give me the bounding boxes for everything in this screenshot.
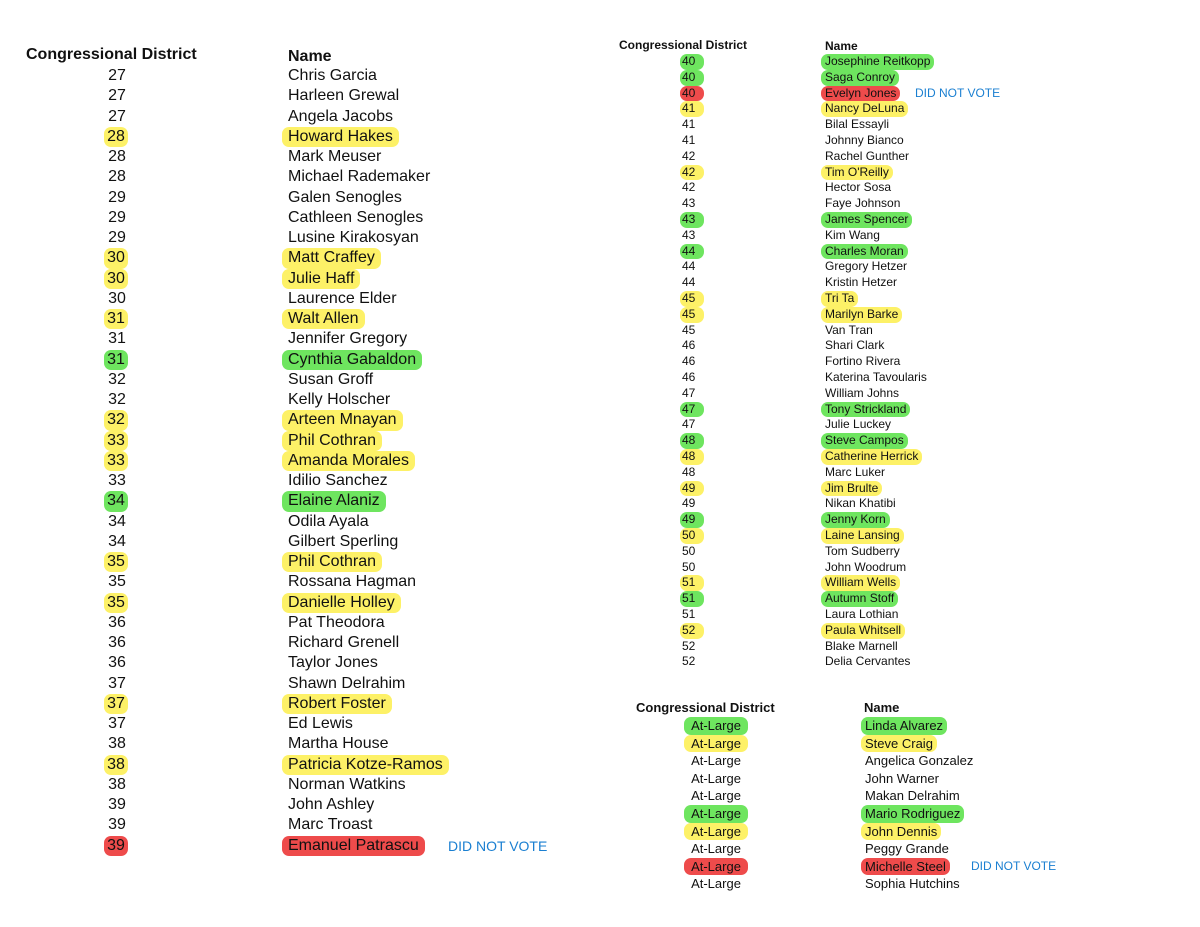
table-row [600,858,1200,876]
table-row [600,244,1200,260]
district-cell: At-Large [684,805,748,823]
district-cell: 46 [682,338,696,353]
district-cell: 48 [680,433,704,449]
name-cell: Martha House [288,735,389,753]
name-cell: Julie Luckey [825,417,892,432]
district-cell: At-Large [691,788,741,804]
district-cell: 47 [682,417,696,432]
district-cell: 41 [680,101,704,117]
table-row [0,289,600,309]
district-cell: 39 [104,836,128,856]
district-cell: 51 [682,607,696,621]
name-cell: Norman Watkins [288,775,406,793]
name-cell: Catherine Herrick [821,449,922,465]
district-cell: 43 [682,227,696,242]
district-table-40-52 [600,0,1200,700]
district-cell: At-Large [691,876,741,892]
district-cell: 43 [682,196,696,211]
name-cell: Kelly Holscher [288,391,391,408]
name-cell: John Ashley [288,796,375,813]
name-cell: Evelyn Jones [821,86,900,102]
table-row [600,560,1200,576]
table-row [600,370,1200,386]
table-row [600,228,1200,244]
district-cell: 49 [680,481,704,497]
district-cell: 30 [104,269,128,289]
did-not-vote-note: DID NOT VOTE [448,837,548,854]
district-cell: 37 [108,674,126,692]
district-cell: 30 [104,248,128,268]
name-cell: Patricia Kotze-Ramos [282,755,449,775]
table-row [0,775,600,795]
table-row [0,451,600,471]
table-row [600,840,1200,858]
district-cell: 41 [682,133,696,147]
name-cell: Blake Marnell [825,638,898,653]
name-cell: Marc Troast [288,816,373,834]
name-cell: Mario Rodriguez [861,805,964,823]
district-cell: 33 [104,431,128,451]
table-row [600,481,1200,497]
did-not-vote-note: DID NOT VOTE [915,85,1001,100]
table-row [600,402,1200,418]
district-cell: At-Large [691,841,741,857]
table-row [0,410,600,430]
table-row [0,471,600,491]
name-cell: Jennifer Gregory [288,330,408,348]
name-cell: Chris Garcia [288,67,377,84]
table-row [0,755,600,775]
name-cell: Steve Craig [861,735,937,753]
table-row [600,417,1200,433]
table-row [600,70,1200,86]
district-cell: 30 [108,289,126,307]
name-cell: Marc Luker [825,464,886,479]
name-cell: John Woodrum [825,559,907,574]
table-row [600,180,1200,196]
name-cell: Taylor Jones [288,654,378,672]
district-cell: At-Large [684,858,748,876]
district-cell: 47 [682,385,696,400]
district-cell: 33 [108,472,126,489]
name-cell: Tony Strickland [821,402,910,418]
district-cell: 49 [680,512,704,528]
name-cell: Michael Rademaker [288,168,431,186]
name-cell: Van Tran [825,322,873,337]
district-cell: 33 [104,451,128,471]
table-row [600,165,1200,181]
district-cell: 51 [680,575,704,591]
header-name: Name [288,48,332,65]
header-name: Name [864,700,900,715]
table-row [600,149,1200,165]
district-cell: 32 [108,370,126,388]
table-row [0,532,600,552]
name-cell: Josephine Reitkopp [821,54,934,70]
name-cell: Delia Cervantes [825,654,911,669]
table-row [0,734,600,754]
district-cell: 35 [104,552,128,572]
name-cell: Julie Haff [282,269,360,289]
district-cell: 46 [682,354,696,369]
district-cell: 27 [108,87,126,105]
table-row [0,269,600,289]
table-row [0,694,600,714]
district-cell: At-Large [684,823,748,841]
name-cell: Lusine Kirakosyan [288,229,419,246]
name-cell: Amanda Morales [282,451,415,471]
table-row [0,653,600,673]
district-cell: 35 [104,593,128,613]
name-cell: Idilio Sanchez [288,472,388,489]
table-row [0,309,600,329]
name-cell: Phil Cothran [282,431,382,451]
table-row [0,86,600,106]
table-row [600,752,1200,770]
at-large-table [600,690,1200,927]
district-cell: 35 [108,573,126,591]
district-cell: 37 [108,715,126,732]
table-row [0,329,600,349]
name-cell: Howard Hakes [282,127,399,147]
table-row [0,248,600,268]
district-cell: 39 [108,816,126,834]
name-cell: Phil Cothran [282,552,382,572]
name-cell: Richard Grenell [288,634,400,651]
table-row [0,350,600,370]
table-row [600,639,1200,655]
table-row [600,291,1200,307]
district-cell: 42 [682,180,696,195]
name-cell: Ed Lewis [288,715,353,732]
table-row [600,607,1200,623]
table-row [600,86,1200,102]
table-row [600,575,1200,591]
table-row [600,54,1200,70]
district-cell: 43 [680,212,704,228]
district-cell: 50 [680,528,704,544]
table-row [600,354,1200,370]
district-cell: 42 [680,165,704,181]
table-row [600,623,1200,639]
table-row [600,591,1200,607]
name-cell: Makan Delrahim [865,788,960,804]
district-cell: 50 [682,559,696,574]
name-cell: Mark Meuser [288,148,382,165]
table-row [0,147,600,167]
name-cell: Laine Lansing [821,528,904,544]
table-row [0,167,600,187]
name-cell: William Wells [821,575,900,591]
name-cell: Fortino Rivera [825,354,901,369]
name-cell: Linda Alvarez [861,717,947,735]
table-row [600,275,1200,291]
name-cell: Cynthia Gabaldon [282,350,422,370]
name-cell: Odila Ayala [288,512,369,530]
district-cell: 42 [682,148,696,163]
district-cell: 28 [108,148,126,165]
name-cell: Faye Johnson [825,196,901,211]
name-cell: Bilal Essayli [825,117,890,132]
name-cell: Peggy Grande [865,841,949,857]
name-cell: Shari Clark [825,338,885,353]
name-cell: William Johns [825,385,900,400]
name-cell: Charles Moran [821,244,908,260]
district-cell: 31 [104,350,128,370]
district-cell: 31 [108,330,126,348]
district-cell: 40 [680,86,704,102]
table-row [0,66,600,86]
table-row [600,528,1200,544]
name-cell: Tim O'Reilly [821,165,893,181]
name-cell: Kim Wang [825,227,880,242]
district-cell: At-Large [691,770,741,786]
name-cell: Susan Groff [288,370,374,388]
district-cell: 27 [108,107,126,125]
table-row [0,836,600,856]
district-cell: 29 [108,188,126,206]
name-cell: Walt Allen [282,309,365,329]
district-cell: 48 [682,464,696,479]
name-cell: Autumn Stoff [821,591,898,607]
name-cell: Laurence Elder [288,289,397,307]
name-cell: Hector Sosa [825,180,892,195]
district-cell: At-Large [684,735,748,753]
table-row [0,552,600,572]
district-cell: 51 [680,591,704,607]
name-cell: John Warner [865,770,939,786]
name-cell: Steve Campos [821,433,908,449]
name-cell: Elaine Alaniz [282,491,386,511]
header-name: Name [825,39,858,53]
header-congressional-district: Congressional District [26,46,197,63]
name-cell: Katerina Tavoularis [825,370,927,384]
name-cell: James Spencer [821,212,912,228]
table-row [600,196,1200,212]
name-cell: Tom Sudberry [825,543,900,558]
name-cell: John Dennis [861,823,941,841]
table-row [600,449,1200,465]
district-cell: 44 [680,244,704,260]
name-cell: Saga Conroy [821,70,899,86]
table-row [0,674,600,694]
district-cell: 41 [682,117,696,132]
district-cell: 31 [104,309,128,329]
district-cell: 52 [682,638,696,653]
name-cell: Arteen Mnayan [282,410,403,430]
table-row [0,633,600,653]
name-cell: Harleen Grewal [288,87,400,105]
name-cell: Cathleen Senogles [288,208,424,226]
district-cell: 34 [108,512,126,530]
name-cell: Robert Foster [282,694,392,714]
table-row [600,654,1200,670]
table-row [600,433,1200,449]
district-cell: 40 [680,54,704,70]
district-cell: 47 [680,402,704,418]
table-row [0,107,600,127]
name-cell: Galen Senogles [288,188,402,206]
table-row [0,370,600,390]
name-cell: Emanuel Patrascu [282,836,425,856]
name-cell: Angelica Gonzalez [865,753,974,769]
name-cell: Nancy DeLuna [821,101,908,117]
name-cell: Johnny Bianco [825,133,904,147]
district-cell: 32 [108,391,126,408]
district-cell: 39 [108,796,126,813]
district-cell: 27 [108,67,126,84]
name-cell: Marilyn Barke [821,307,902,323]
district-cell: 38 [108,775,126,793]
district-cell: 52 [680,623,704,639]
table-row [600,101,1200,117]
table-row [0,491,600,511]
name-cell: Paula Whitsell [821,623,905,639]
name-cell: Laura Lothian [825,607,899,621]
district-cell: 48 [680,449,704,465]
table-row [600,307,1200,323]
table-row [600,717,1200,735]
district-cell: 36 [108,613,126,631]
table-row [0,127,600,147]
name-cell: Pat Theodora [288,613,385,631]
district-cell: 28 [108,168,126,186]
name-cell: Angela Jacobs [288,107,393,125]
header-congressional-district: Congressional District [619,38,748,52]
did-not-vote-note: DID NOT VOTE [971,858,1057,873]
table-row [600,323,1200,339]
district-cell: 37 [104,694,128,714]
name-cell: Rachel Gunther [825,148,910,163]
table-row [600,259,1200,275]
district-cell: 44 [682,259,696,274]
name-cell: Jim Brulte [821,481,882,497]
table-row [600,386,1200,402]
district-cell: 38 [108,735,126,753]
district-cell: At-Large [684,717,748,735]
table-row [600,805,1200,823]
name-cell: Matt Craffey [282,248,381,268]
district-cell: 45 [680,291,704,307]
table-row [600,496,1200,512]
table-row [600,770,1200,788]
table-row [0,390,600,410]
district-cell: 36 [108,654,126,672]
table-row [600,212,1200,228]
table-row [600,823,1200,841]
table-row [0,572,600,592]
name-cell: Sophia Hutchins [865,876,960,892]
table-row [0,815,600,835]
table-row [0,228,600,248]
district-cell: 49 [682,496,696,511]
district-cell: 29 [108,229,126,246]
district-cell: 34 [104,491,128,511]
district-cell: 32 [104,410,128,430]
name-cell: Michelle Steel [861,858,950,876]
table-row [600,117,1200,133]
table-row [600,875,1200,893]
name-cell: Gilbert Sperling [288,532,399,550]
district-cell: 45 [682,322,696,337]
table-row [600,512,1200,528]
table-row [0,188,600,208]
district-cell: 45 [680,307,704,323]
district-cell: At-Large [691,753,741,769]
district-cell: 40 [680,70,704,86]
district-cell: 29 [108,208,126,226]
table-row [0,714,600,734]
name-cell: Nikan Khatibi [825,496,896,511]
table-row [0,431,600,451]
name-cell: Jenny Korn [821,512,890,528]
table-row [600,544,1200,560]
district-cell: 28 [104,127,128,147]
district-cell: 44 [682,275,696,290]
table-row [0,613,600,633]
name-cell: Rossana Hagman [288,573,417,591]
header-congressional-district: Congressional District [636,700,775,715]
table-row [0,795,600,815]
name-cell: Danielle Holley [282,593,401,613]
table-row [0,593,600,613]
district-cell: 50 [682,543,696,558]
district-cell: 46 [682,370,696,384]
table-row [600,133,1200,149]
district-cell: 52 [682,654,696,669]
table-row [0,208,600,228]
table-row [600,787,1200,805]
name-cell: Kristin Hetzer [825,275,898,290]
name-cell: Tri Ta [821,291,858,307]
district-cell: 36 [108,634,126,651]
table-row [0,512,600,532]
name-cell: Gregory Hetzer [825,259,908,274]
table-row [600,465,1200,481]
district-cell: 38 [104,755,128,775]
table-row [600,735,1200,753]
name-cell: Shawn Delrahim [288,674,406,692]
table-row [600,338,1200,354]
district-cell: 34 [108,532,126,550]
